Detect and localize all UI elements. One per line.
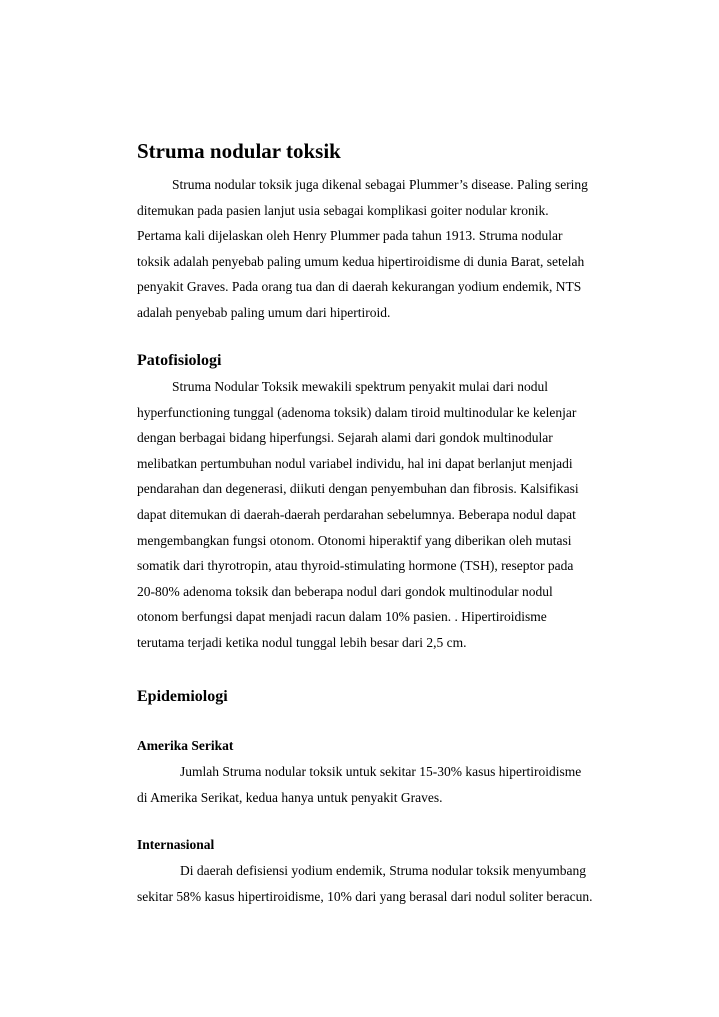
text-line: hyperfunctioning tunggal (adenoma toksik) dalam tiroid multinodular ke kelenjar [137, 404, 577, 420]
heading-internasional: Internasional [137, 837, 215, 852]
text-line: mengembangkan fungsi otonom. Otonomi hiperaktif yang diberikan oleh mutasi [137, 532, 572, 548]
text-line: penyakit Graves. Pada orang tua dan di daerah kekurangan yodium endemik, NTS [137, 279, 582, 295]
paragraph-internasional [137, 858, 637, 909]
text-line: pendarahan dan degenerasi, diikuti dengan penyembuhan dan fibrosis. Kalsifikasi [137, 481, 579, 497]
heading-patofisiologi: Patofisiologi [137, 352, 222, 369]
text-line: melibatkan pertumbuhan nodul variabel individu, hal ini dapat berlanjut menjadi [137, 455, 573, 471]
paragraph-patofisiologi [137, 374, 637, 656]
text-line: dengan berbagai bidang hiperfungsi. Sejarah alami dari gondok multinodular [137, 430, 553, 446]
text-line: Pertama kali dijelaskan oleh Henry Plummer pada tahun 1913. Struma nodular [137, 228, 563, 244]
heading-amerika-serikat: Amerika Serikat [137, 738, 234, 753]
text-line: Struma Nodular Toksik mewakili spektrum penyakit mulai dari nodul [172, 379, 548, 394]
text-line: di Amerika Serikat, kedua hanya untuk penyakit Graves. [137, 789, 443, 805]
text-line: 20-80% adenoma toksik dan beberapa nodul dari gondok multinodular nodul [137, 583, 553, 599]
text-line: terutama terjadi ketika nodul tunggal lebih besar dari 2,5 cm. [137, 634, 467, 650]
text-line: otonom berfungsi dapat menjadi racun dalam 10% pasien. . Hipertiroidisme [137, 609, 547, 625]
text-line: Di daerah defisiensi yodium endemik, Struma nodular toksik menyumbang [180, 863, 587, 878]
heading-epidemiologi: Epidemiologi [137, 688, 228, 705]
text-line: adalah penyebab paling umum dari hipertiroid. [137, 304, 391, 320]
text-line: Jumlah Struma nodular toksik untuk sekitar 15-30% kasus hipertiroidisme [180, 764, 582, 779]
text-line: Struma nodular toksik juga dikenal sebagai Plummer’s disease. Paling sering [172, 177, 588, 192]
paragraph-amerika-serikat [137, 759, 637, 810]
text-line: somatik dari thyrotropin, atau thyroid-stimulating hormone (TSH), reseptor pada [137, 558, 574, 574]
text-line: sekitar 58% kasus hipertiroidisme, 10% dari yang berasal dari nodul soliter beracun. [137, 888, 593, 904]
text-line: toksik adalah penyebab paling umum kedua hipertiroidisme di dunia Barat, setelah [137, 253, 585, 269]
heading-struma-nodular-toksik: Struma nodular toksik [137, 139, 341, 163]
text-line: ditemukan pada pasien lanjut usia sebagai komplikasi goiter nodular kronik. [137, 202, 549, 218]
paragraph-struma-intro [137, 172, 637, 326]
text-line: dapat ditemukan di daerah-daerah perdarahan sebelumnya. Beberapa nodul dapat [137, 506, 576, 522]
